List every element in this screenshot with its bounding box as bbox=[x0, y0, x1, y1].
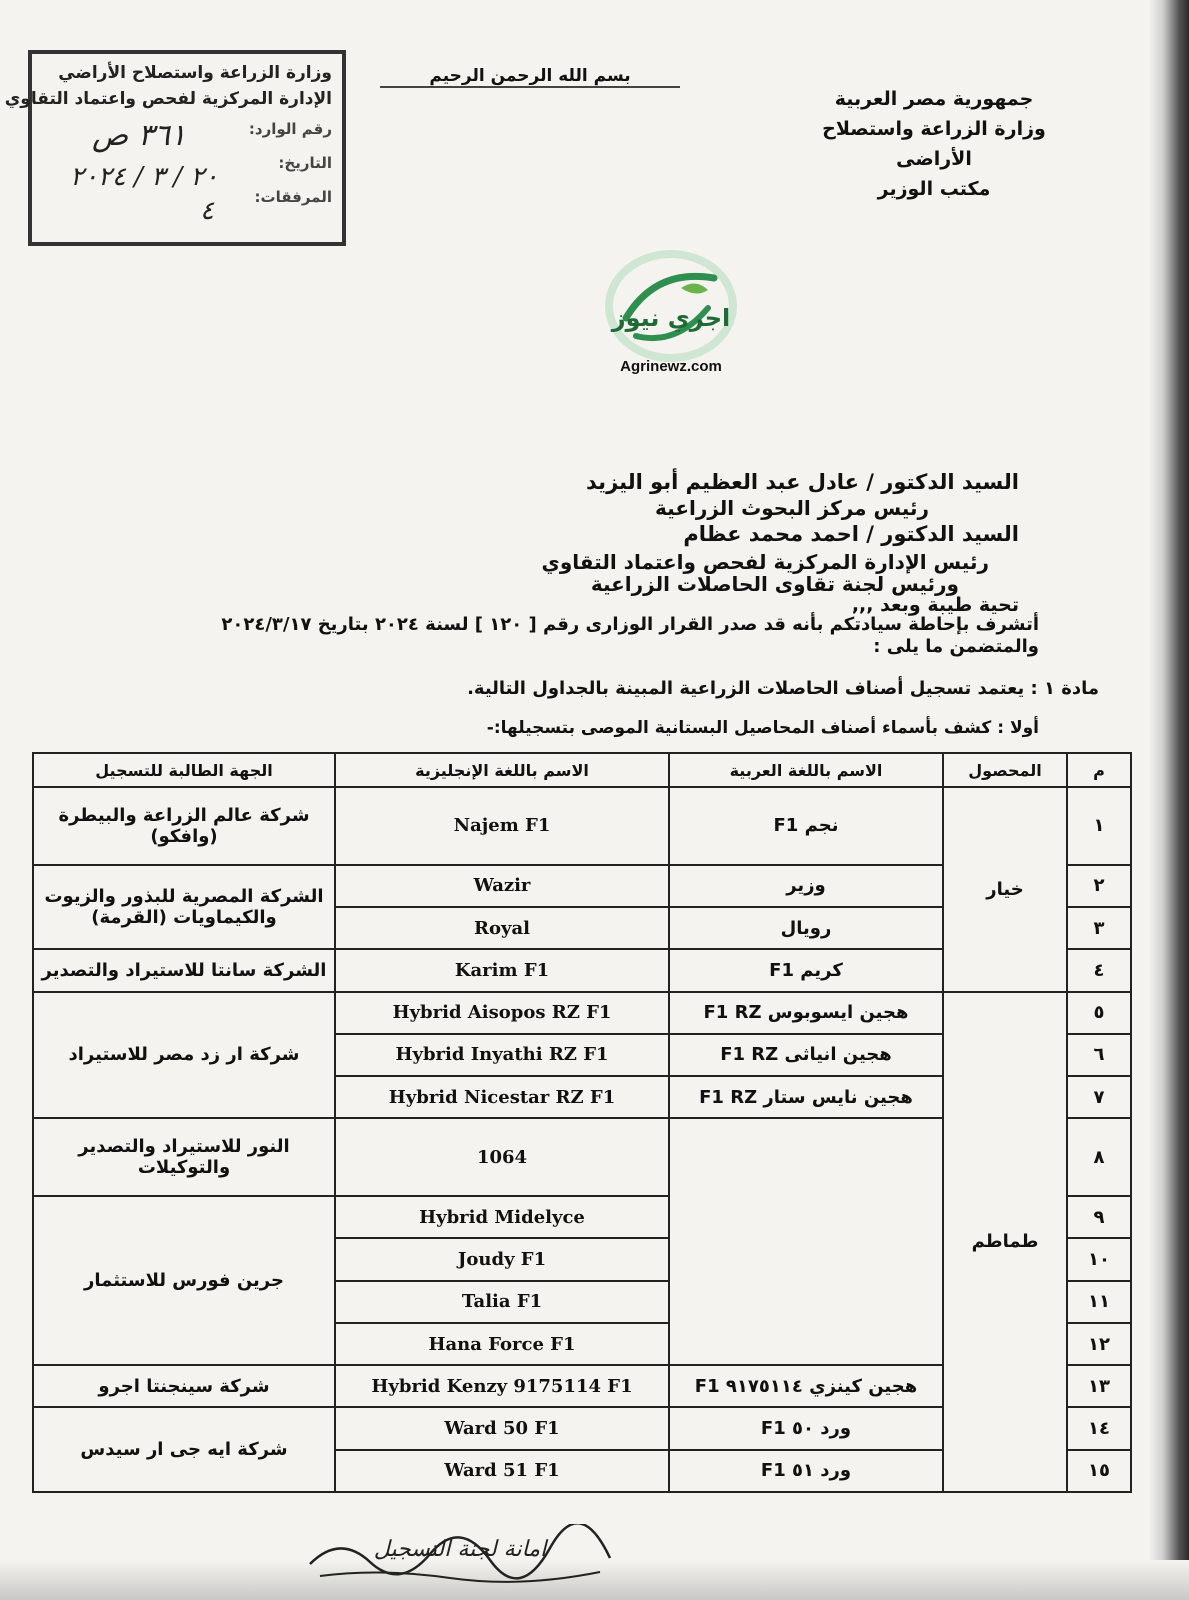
english-name: Hybrid Nicestar RZ F1 bbox=[335, 1076, 669, 1118]
handwritten-note bbox=[300, 1524, 620, 1584]
arabic-name: وزير bbox=[669, 865, 943, 907]
english-name: Wazir bbox=[335, 865, 669, 907]
row-num: ١٣ bbox=[1067, 1365, 1131, 1407]
crop-cell: خيار bbox=[943, 787, 1067, 992]
row-num: ١٢ bbox=[1067, 1323, 1131, 1365]
article-text: : يعتمد تسجيل أصناف الحاصلات الزراعية المبينة بالجداول التالية. bbox=[467, 678, 1038, 699]
arabic-name: هجين ايسوبوس F1 RZ bbox=[669, 992, 943, 1034]
stamp-line-ministry: وزارة الزراعة واستصلاح الأراضي bbox=[58, 63, 332, 83]
row-num: ١٤ bbox=[1067, 1407, 1131, 1449]
row-num: ٥ bbox=[1067, 992, 1131, 1034]
english-name: Karim F1 bbox=[335, 949, 669, 991]
addressee-2-title-2: ورئيس لجنة تقاوى الحاصلات الزراعية bbox=[590, 572, 959, 596]
article-label: مادة ١ bbox=[1043, 678, 1099, 699]
row-num: ١ bbox=[1067, 787, 1131, 865]
table-row bbox=[33, 992, 1131, 1034]
stamp-label-attachments: المرفقات: bbox=[254, 188, 332, 206]
stamp-label-date: التاريخ: bbox=[278, 154, 332, 172]
handwritten-note-text: امانة لجنة التسجيل bbox=[373, 1537, 547, 1562]
stamp-handwritten-date: ٢٠ / ٣ / ٢٠٢٤ bbox=[70, 162, 219, 192]
english-name: Hybrid Aisopos RZ F1 bbox=[335, 992, 669, 1034]
english-name: Royal bbox=[335, 907, 669, 949]
english-name: 1064 bbox=[335, 1118, 669, 1196]
company-cell: شركة ايه جى ار سيدس bbox=[33, 1407, 335, 1492]
letterhead-ministry: وزارة الزراعة واستصلاح الأراضى bbox=[822, 118, 1046, 170]
english-name: Ward 51 F1 bbox=[335, 1450, 669, 1492]
row-num: ٧ bbox=[1067, 1076, 1131, 1118]
row-num: ٢ bbox=[1067, 865, 1131, 907]
row-num: ٦ bbox=[1067, 1034, 1131, 1076]
english-name: Hybrid Midelyce bbox=[335, 1196, 669, 1238]
logo-site-text: Agrinewz.com bbox=[620, 358, 722, 375]
greeting: تحية طيبة وبعد ,,, bbox=[851, 594, 1019, 616]
arabic-name: هجين نايس ستار F1 RZ bbox=[669, 1076, 943, 1118]
header-crop: المحصول bbox=[943, 753, 1067, 787]
company-cell: جرين فورس للاستثمار bbox=[33, 1196, 335, 1365]
english-name: Hana Force F1 bbox=[335, 1323, 669, 1365]
english-name: Ward 50 F1 bbox=[335, 1407, 669, 1449]
arabic-name: كريم F1 bbox=[669, 949, 943, 991]
arabic-name: هجين انياثى F1 RZ bbox=[669, 1034, 943, 1076]
scan-edge-shadow bbox=[1149, 0, 1189, 1600]
english-name: Hybrid Inyathi RZ F1 bbox=[335, 1034, 669, 1076]
english-name: Joudy F1 bbox=[335, 1238, 669, 1280]
company-cell: النور للاستيراد والتصدير والتوكيلات bbox=[33, 1118, 335, 1196]
header-num: م bbox=[1067, 753, 1131, 787]
english-name: Talia F1 bbox=[335, 1281, 669, 1323]
header-english-name: الاسم باللغة الإنجليزية bbox=[335, 753, 669, 787]
english-name: Hybrid Kenzy 9175114 F1 bbox=[335, 1365, 669, 1407]
arabic-name: ورد ٥١ F1 bbox=[669, 1450, 943, 1492]
addressee-2: السيد الدكتور / احمد محمد عظام bbox=[683, 522, 1019, 546]
arabic-name: رويال bbox=[669, 907, 943, 949]
body-paragraph: أتشرف بإحاطة سيادتكم بأنه قد صدر القرار الوزارى رقم [ ١٢٠ ] لسنة ٢٠٢٤ بتاريخ ٢٠٢٤/٣/١٧ والمتضمن ما يلى : bbox=[221, 614, 1039, 657]
crop-cell: طماطم bbox=[943, 992, 1067, 1492]
row-num: ٤ bbox=[1067, 949, 1131, 991]
table-header-row bbox=[33, 753, 1131, 787]
letterhead bbox=[789, 84, 1079, 204]
company-cell: الشركة المصرية للبذور والزيوت والكيماويات (القرمة) bbox=[33, 865, 335, 950]
article-1 bbox=[59, 678, 1099, 699]
row-num: ١٠ bbox=[1067, 1238, 1131, 1280]
row-num: ٣ bbox=[1067, 907, 1131, 949]
company-cell: شركة عالم الزراعة والبيطرة (وافكو) bbox=[33, 787, 335, 865]
letterhead-office: مكتب الوزير bbox=[877, 178, 991, 200]
company-cell: الشركة سانتا للاستيراد والتصدير bbox=[33, 949, 335, 991]
addressee-1-title: رئيس مركز البحوث الزراعية bbox=[655, 496, 929, 520]
row-num: ٩ bbox=[1067, 1196, 1131, 1238]
row-num: ١٥ bbox=[1067, 1450, 1131, 1492]
letterhead-country: جمهورية مصر العربية bbox=[834, 88, 1034, 110]
header-company: الجهة الطالبة للتسجيل bbox=[33, 753, 335, 787]
stamp-handwritten-attachments: ٤ bbox=[200, 196, 214, 226]
table-row bbox=[33, 787, 1131, 865]
row-num: ١١ bbox=[1067, 1281, 1131, 1323]
arabic-name: نجم F1 bbox=[669, 787, 943, 865]
stamp-handwritten-number: ٣٦١ ص bbox=[92, 118, 187, 153]
addressee-1: السيد الدكتور / عادل عبد العظيم أبو اليزيد bbox=[586, 470, 1019, 494]
arabic-name-empty bbox=[669, 1118, 943, 1365]
header-arabic-name: الاسم باللغة العربية bbox=[669, 753, 943, 787]
company-cell: شركة سينجنتا اجرو bbox=[33, 1365, 335, 1407]
row-num: ٨ bbox=[1067, 1118, 1131, 1196]
basmala: بسم الله الرحمن الرحيم bbox=[380, 66, 680, 88]
arabic-name: هجين كينزي ٩١٧٥١١٤ F1 bbox=[669, 1365, 943, 1407]
varieties-table bbox=[32, 752, 1132, 1493]
stamp-label-number: رقم الوارد: bbox=[248, 120, 332, 138]
section-title: أولا : كشف بأسماء أصناف المحاصيل البستانية الموصى بتسجيلها:- bbox=[486, 718, 1039, 738]
agrinewz-logo bbox=[596, 248, 746, 368]
arabic-name: ورد ٥٠ F1 bbox=[669, 1407, 943, 1449]
english-name: Najem F1 bbox=[335, 787, 669, 865]
addressee-2-title: رئيس الإدارة المركزية لفحص واعتماد التقاوي bbox=[541, 550, 989, 574]
stamp-line-department: الإدارة المركزية لفحص واعتماد التقاوي bbox=[4, 89, 332, 109]
incoming-stamp bbox=[4, 50, 346, 246]
logo-arabic-text: اجري نيوز bbox=[611, 304, 731, 332]
company-cell: شركة ار زد مصر للاستيراد bbox=[33, 992, 335, 1119]
